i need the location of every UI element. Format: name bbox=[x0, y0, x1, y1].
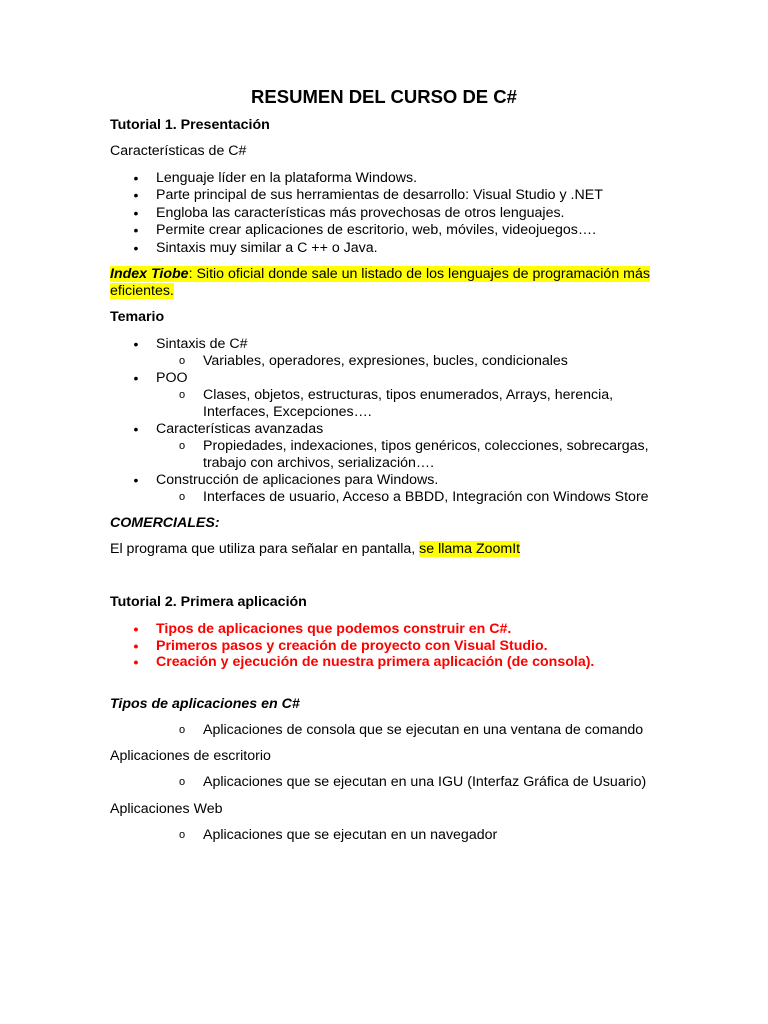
web-label: Aplicaciones Web bbox=[110, 801, 223, 817]
sub-bullet-icon: o bbox=[178, 440, 186, 452]
escritorio-label: Aplicaciones de escritorio bbox=[110, 748, 271, 764]
sub-bullet-icon: o bbox=[178, 389, 186, 401]
bullet-icon: • bbox=[133, 638, 139, 654]
bullet-icon: • bbox=[133, 205, 139, 221]
bullet-icon: • bbox=[133, 222, 139, 238]
sub-list-item-cont: Interfaces, Excepciones…. bbox=[203, 404, 372, 420]
list-item: Sintaxis de C# bbox=[156, 336, 248, 352]
index-tiobe-text-2: eficientes. bbox=[110, 283, 174, 299]
list-item: POO bbox=[156, 370, 188, 386]
comerciales-sentence: El programa que utiliza para señalar en pantalla, bbox=[110, 541, 420, 557]
sub-bullet-icon: o bbox=[178, 355, 186, 367]
bullet-icon: • bbox=[133, 472, 139, 488]
index-tiobe-text: : Sitio oficial donde sale un listado de los lenguajes de programación más bbox=[188, 266, 650, 282]
index-tiobe-line2 bbox=[110, 283, 174, 300]
bullet-icon: • bbox=[133, 336, 139, 352]
list-item: Engloba las características más provechosas de otros lenguajes. bbox=[156, 205, 565, 221]
sub-list-item-cont: trabajo con archivos, serialización…. bbox=[203, 455, 435, 471]
index-tiobe-label: Index Tiobe bbox=[110, 266, 189, 282]
sub-list-item: Interfaces de usuario, Acceso a BBDD, Integración con Windows Store bbox=[203, 489, 649, 505]
index-tiobe-line bbox=[110, 266, 650, 283]
escritorio-item: Aplicaciones que se ejecutan en una IGU (Interfaz Gráfica de Usuario) bbox=[203, 774, 647, 790]
list-item: Permite crear aplicaciones de escritorio, web, móviles, videojuegos…. bbox=[156, 222, 597, 238]
comerciales-text bbox=[110, 541, 520, 558]
bullet-icon: • bbox=[133, 240, 139, 256]
web-item: Aplicaciones que se ejecutan en un navegador bbox=[203, 827, 498, 843]
list-item: Características avanzadas bbox=[156, 421, 324, 437]
temario-heading: Temario bbox=[110, 309, 165, 325]
sub-bullet-icon: o bbox=[178, 724, 186, 736]
list-item: Parte principal de sus herramientas de desarrollo: Visual Studio y .NET bbox=[156, 187, 603, 203]
list-item: Tipos de aplicaciones que podemos construir en C#. bbox=[156, 621, 512, 637]
sub-bullet-icon: o bbox=[178, 491, 186, 503]
bullet-icon: • bbox=[133, 370, 139, 386]
tipos-heading: Tipos de aplicaciones en C# bbox=[110, 696, 300, 712]
tutorial2-heading: Tutorial 2. Primera aplicación bbox=[110, 594, 307, 610]
document-title: RESUMEN DEL CURSO DE C# bbox=[251, 86, 517, 107]
sub-list-item: Clases, objetos, estructuras, tipos enumerados, Arrays, herencia, bbox=[203, 387, 614, 403]
bullet-icon: • bbox=[133, 421, 139, 437]
sub-list-item: Propiedades, indexaciones, tipos genéricos, colecciones, sobrecargas, bbox=[203, 438, 649, 454]
bullet-icon: • bbox=[133, 187, 139, 203]
sub-bullet-icon: o bbox=[178, 776, 186, 788]
list-item: Lenguaje líder en la plataforma Windows. bbox=[156, 170, 418, 186]
tutorial1-heading: Tutorial 1. Presentación bbox=[110, 117, 270, 133]
list-item: Creación y ejecución de nuestra primera aplicación (de consola). bbox=[156, 654, 595, 670]
list-item: Construcción de aplicaciones para Windows. bbox=[156, 472, 439, 488]
list-item: Sintaxis muy similar a C ++ o Java. bbox=[156, 240, 378, 256]
bullet-icon: • bbox=[133, 654, 139, 670]
sub-list-item: Variables, operadores, expresiones, bucles, condicionales bbox=[203, 353, 568, 369]
bullet-icon: • bbox=[133, 621, 139, 637]
consola-item: Aplicaciones de consola que se ejecutan en una ventana de comando bbox=[203, 722, 644, 738]
tutorial1-subheading: Características de C# bbox=[110, 143, 247, 159]
list-item: Primeros pasos y creación de proyecto con Visual Studio. bbox=[156, 638, 548, 654]
bullet-icon: • bbox=[133, 170, 139, 186]
comerciales-heading: COMERCIALES: bbox=[110, 515, 220, 531]
zoomit-highlight: se llama ZoomIt bbox=[419, 541, 521, 557]
sub-bullet-icon: o bbox=[178, 829, 186, 841]
